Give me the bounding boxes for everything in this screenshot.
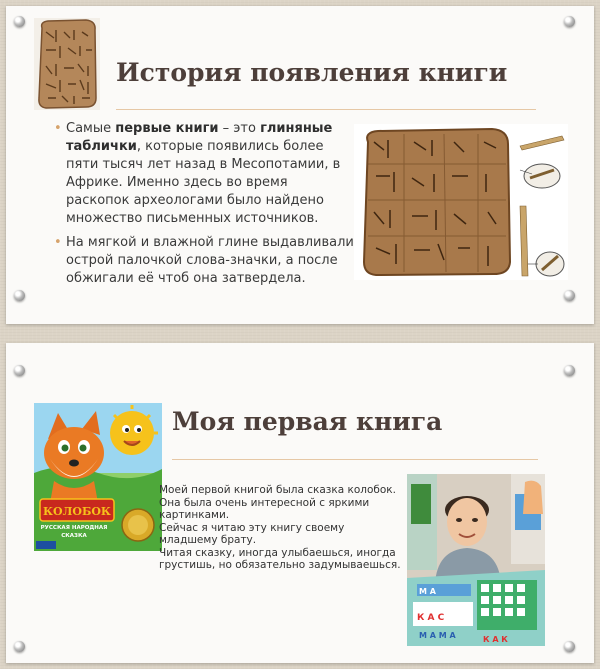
- board-letters: М А: [419, 587, 436, 596]
- bullet-item: • Самые первые книги – это глиняные таблички, которые появились более пяти тысяч лет назад в Месопотамии, в Африке. Именно здесь во время раскопок археологами было найдено множество письменных источников.: [54, 120, 354, 228]
- story-line: Она была очень интересной с яркими картинками.: [159, 496, 370, 521]
- bullet-item: • На мягкой и влажной глине выдавливали острой палочкой слова-значки, а после обжигали её чтоб она затвердела.: [54, 234, 354, 288]
- pin-icon: [564, 290, 575, 301]
- pin-icon: [564, 641, 575, 652]
- kolobok-book-cover: [34, 403, 162, 551]
- book-subtitle: РУССКАЯ НАРОДНАЯ: [40, 525, 108, 531]
- pin-icon: [564, 16, 575, 27]
- board-letters: К А К: [483, 635, 508, 644]
- pin-icon: [564, 365, 575, 376]
- book-subtitle: СКАЗКА: [61, 533, 87, 539]
- pin-icon: [14, 365, 25, 376]
- story-line: Моей первой книгой была сказка колобок.: [159, 484, 396, 496]
- story-line: Читая сказку, иногда улыбаешься, иногда грустишь, но обязательно задумываешься.: [159, 546, 401, 571]
- story-line: Сейчас я читаю эту книгу своему младшему брату.: [159, 521, 345, 546]
- clay-tablet-photo: [354, 124, 568, 280]
- board-letters: К А С: [417, 613, 445, 623]
- pin-icon: [14, 290, 25, 301]
- slide-title: Моя первая книга: [172, 407, 443, 436]
- boy-photo: [407, 474, 545, 646]
- story-text: [159, 484, 403, 572]
- pin-icon: [14, 16, 25, 27]
- bullet-list: [54, 120, 354, 294]
- pin-icon: [14, 641, 25, 652]
- title-divider: [172, 459, 538, 460]
- slide-first-book: [6, 343, 594, 663]
- title-divider: [116, 109, 536, 110]
- book-title: КОЛОБОК: [43, 505, 111, 518]
- board-letters: М А М А: [419, 631, 456, 640]
- slide-title: История появления книги: [116, 58, 508, 87]
- clay-tablet-thumbnail: [34, 18, 100, 110]
- slide-history: [6, 6, 594, 324]
